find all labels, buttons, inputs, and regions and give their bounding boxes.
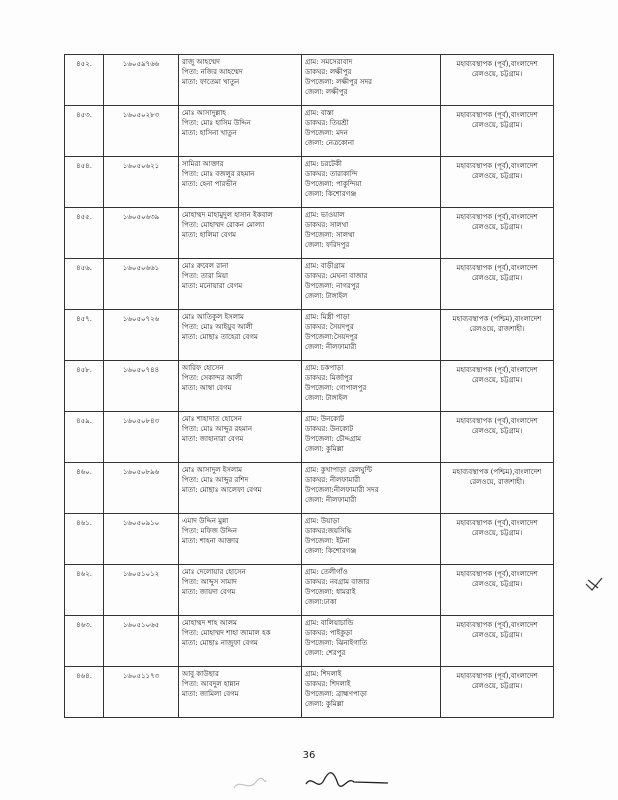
mother-name: মাতা: হেনা পারভীন (182, 180, 237, 188)
serial-cell (65, 361, 104, 412)
post-office: ডাকঘর: মির্জাপুর (305, 374, 353, 382)
roll-number: ১৬০৫১০১২ (122, 570, 160, 578)
serial-cell (65, 412, 104, 463)
serial-number: ৪৬০. (76, 468, 92, 476)
office-line-1: মহাব্যবস্থাপক (পূর্ব),বাংলাদেশ (456, 213, 538, 221)
office-line-1: মহাব্যবস্থাপক (পূর্ব),বাংলাদেশ (456, 111, 538, 119)
office-line-2: রেলওয়ে, চট্টগ্রাম। (471, 580, 523, 588)
mother-name: মাতা: আম্বা বেগম (182, 384, 232, 392)
post-office: ডাকঘর: সৈয়দপুর (305, 323, 354, 331)
district: জেলা: ফরিদপুর (305, 241, 350, 249)
upazila: উপজেলা: ধামরাই (305, 588, 356, 596)
post-office: ডাকঘর: সালথা (305, 221, 349, 229)
village: গ্রাম: মিস্ত্রী পাড়া (305, 313, 350, 321)
roll-number: ১৬০৫০৮৯৬ (122, 468, 160, 476)
office-line-2: রেলওয়ে, চট্টগ্রাম। (471, 682, 523, 690)
village: গ্রাম: কুখাপাড়া রেলঘুন্টি (305, 466, 373, 474)
roll-cell (104, 361, 179, 412)
district: জেলা: নীলফামারী (305, 496, 357, 504)
candidate-table-body (65, 55, 554, 718)
roll-cell (104, 616, 179, 667)
office-cell (441, 310, 554, 361)
office-line-1: মহাব্যবস্থাপক (পূর্ব),বাংলাদেশ (456, 519, 538, 527)
candidate-name: রাজু আহম্মেদ (182, 58, 220, 66)
address-cell (302, 157, 441, 208)
father-name: পিতা: মোঃ আব্দুর রহমান (182, 425, 253, 433)
district: জেলা: শেরপুর (305, 649, 346, 657)
name-cell (179, 412, 302, 463)
upazila: উপজেলা: ঝিনাইগাতি (305, 639, 368, 647)
office-line-2: রেলওয়ে, রাজশাহী। (469, 325, 525, 333)
district: জেলা: কুমিল্লা (305, 445, 344, 453)
table-row (65, 514, 554, 565)
table-row (65, 667, 554, 718)
mother-name: মাতা: ফাতেমা খাতুন (182, 78, 240, 86)
page-number: 36 (302, 750, 316, 761)
father-name: পিতা: মোঃ হাসিম উদ্দিন (182, 119, 251, 127)
district: জেলা: কিশোরগঞ্জ (305, 190, 357, 198)
roll-number: ১৬০৫০৬২১ (122, 162, 160, 170)
handwritten-mark (584, 576, 604, 592)
name-cell (179, 361, 302, 412)
district: জেলা: নেত্রকোনা (305, 139, 355, 147)
roll-number: ১৬০৫০৭৪৪ (122, 366, 160, 374)
roll-cell (104, 157, 179, 208)
upazila: উপজেলা:সৈয়দপুর (305, 333, 358, 341)
address-cell (302, 361, 441, 412)
father-name: পিতা: মফিজ উদ্দিন (182, 527, 237, 535)
table-row (65, 106, 554, 157)
mother-name: মাতা: মোছাঃ আলেফা বেগম (182, 486, 262, 494)
office-line-2: রেলওয়ে, চট্টগ্রাম। (471, 427, 523, 435)
office-cell (441, 565, 554, 616)
candidate-name: মোহাম্মদ শাহ আলম (182, 619, 237, 627)
village: গ্রাম: উয়াড়া (305, 517, 340, 525)
village: গ্রাম: উনকোট (305, 415, 344, 423)
office-line-2: রেলওয়ে, চট্টগ্রাম। (471, 70, 523, 78)
roll-cell (104, 208, 179, 259)
candidate-name: মোঃ শাহাদাত হোসেন (182, 415, 242, 423)
district: জেলা: টাঙ্গাইল (305, 394, 348, 402)
office-cell (441, 208, 554, 259)
serial-cell (65, 55, 104, 106)
serial-cell (65, 565, 104, 616)
post-office: ডাকঘর: তিয়শ্রী (305, 119, 349, 127)
post-office: ডাকঘর: পাইকুড়া (305, 629, 353, 637)
roll-cell (104, 106, 179, 157)
father-name: পিতা: মোঃ আব্দুর রশিদ (182, 476, 249, 484)
candidate-table (64, 54, 554, 718)
office-line-2: রেলওয়ে, চট্টগ্রাম। (471, 223, 523, 231)
serial-cell (65, 616, 104, 667)
table-row (65, 55, 554, 106)
name-cell (179, 106, 302, 157)
roll-cell (104, 514, 179, 565)
office-cell (441, 667, 554, 718)
address-cell (302, 259, 441, 310)
candidate-name: মোঃ দেলোয়ার হোসেন (182, 568, 246, 576)
father-name: পিতা: নজির আহম্মেদ (182, 68, 243, 76)
post-office: ডাকঘর: উনকোট (305, 425, 354, 433)
village: গ্রাম: শিদলাই (305, 670, 342, 678)
serial-number: ৪৫৬. (76, 264, 92, 272)
roll-cell (104, 259, 179, 310)
post-office: ডাকঘর: তারাকান্দি (305, 170, 358, 178)
serial-number: ৪৬৪. (76, 672, 92, 680)
upazila: উপজেলা: পাকুন্দিয়া (305, 180, 362, 188)
address-cell (302, 208, 441, 259)
roll-cell (104, 412, 179, 463)
serial-number: ৪৬৩. (76, 621, 92, 629)
office-line-1: মহাব্যবস্থাপক (পূর্ব),বাংলাদেশ (456, 60, 538, 68)
serial-cell (65, 463, 104, 514)
upazila: উপজেলা: ইটনা (305, 537, 350, 545)
candidate-name: মোঃ রুবেল রানা (182, 262, 229, 270)
office-line-1: মহাব্যবস্থাপক (পশ্চিম),বাংলাদেশ (452, 468, 542, 476)
upazila: উপজেলা: গোপালপুর (305, 384, 367, 392)
address-cell (302, 55, 441, 106)
office-cell (441, 514, 554, 565)
father-name: পিতা: আব্দুস সামাদ (182, 578, 237, 586)
village: গ্রাম: চকপাড়া (305, 364, 344, 372)
district: জেলা: নীলফামারী (305, 343, 357, 351)
father-name: পিতা: মোহাম্মদ রোকন মোল্যা (182, 221, 265, 229)
address-cell (302, 667, 441, 718)
office-cell (441, 361, 554, 412)
village: গ্রাম: বালিয়াচান্ডি (305, 619, 354, 627)
serial-number: ৪৫৩. (76, 111, 92, 119)
father-name: পিতা: মোহাম্মদ শাহা জামাল হক (182, 629, 271, 637)
post-office: ডাকঘর:জয়সিদ্ধি (305, 527, 352, 535)
office-line-1: মহাব্যবস্থাপক (পশ্চিম),বাংলাদেশ (452, 315, 542, 323)
serial-cell (65, 157, 104, 208)
office-line-1: মহাব্যবস্থাপক (পূর্ব),বাংলাদেশ (456, 672, 538, 680)
name-cell (179, 514, 302, 565)
office-line-2: রেলওয়ে, চট্টগ্রাম। (471, 376, 523, 384)
roll-number: ১৬০৫১১৭৩ (122, 672, 160, 680)
candidate-name: মোহাম্মদ মাহামুদুল হাসান ইকবাল (182, 211, 273, 219)
upazila: উপজেলা: নাগরপুর (305, 282, 360, 290)
address-cell (302, 310, 441, 361)
post-office: ডাকঘর: মেঘনা বাজার (305, 272, 368, 280)
office-line-1: মহাব্যবস্থাপক (পূর্ব),বাংলাদেশ (456, 417, 538, 425)
office-cell (441, 412, 554, 463)
upazila: উপজেলা: সালথা (305, 231, 355, 239)
post-office: ডাকঘর: শিদলাই (305, 680, 351, 688)
father-name: পিতা: মোঃ বজলুর রহমান (182, 170, 255, 178)
office-line-2: রেলওয়ে, চট্টগ্রাম। (471, 631, 523, 639)
roll-cell (104, 310, 179, 361)
candidate-name: আবু কাউছার (182, 670, 219, 678)
upazila: উপজেলা: চৌদ্দগ্রাম (305, 435, 362, 443)
serial-cell (65, 259, 104, 310)
village: গ্রাম: বাড়ীগ্রাম (305, 262, 345, 270)
office-line-1: মহাব্যবস্থাপক (পূর্ব),বাংলাদেশ (456, 570, 538, 578)
office-cell (441, 616, 554, 667)
address-cell (302, 463, 441, 514)
father-name: পিতা: আবদুল হান্নান (182, 680, 240, 688)
father-name: পিতা: মোঃ আইয়ুব আলী (182, 323, 253, 331)
name-cell (179, 259, 302, 310)
office-cell (441, 259, 554, 310)
roll-cell (104, 565, 179, 616)
serial-number: ৪৫৭. (76, 315, 92, 323)
office-line-2: রেলওয়ে, চট্টগ্রাম। (471, 172, 523, 180)
name-cell (179, 157, 302, 208)
serial-number: ৪৫৮. (76, 366, 92, 374)
candidate-name: আরিফ হোসেন (182, 364, 224, 372)
mother-name: মাতা: মনোয়ারা বেগম (182, 282, 243, 290)
upazila: উপজেলা: লক্ষীপুর সদর (305, 78, 372, 86)
roll-number: ১৬০৫০৭২৬ (122, 315, 160, 323)
post-office: ডাকঘর: নীলফামারী (305, 476, 361, 484)
serial-number: ৪৫৪. (76, 162, 92, 170)
address-cell (302, 412, 441, 463)
name-cell (179, 667, 302, 718)
office-cell (441, 55, 554, 106)
roll-number: ১৬০৫০৯১০ (122, 519, 160, 527)
candidate-name: মোঃ আতিকুল ইসলাম (182, 313, 244, 321)
office-cell (441, 106, 554, 157)
address-cell (302, 565, 441, 616)
post-office: ডাকঘর: নবগ্রাম বাজার (305, 578, 370, 586)
office-line-1: মহাব্যবস্থাপক (পূর্ব),বাংলাদেশ (456, 264, 538, 272)
address-cell (302, 514, 441, 565)
serial-number: ৪৫২. (76, 60, 92, 68)
name-cell (179, 463, 302, 514)
table-row (65, 463, 554, 514)
roll-number: ১৬০৫৯৭৬৬ (122, 60, 160, 68)
signature (302, 766, 392, 796)
mother-name: মাতা: শাহনা আক্তার (182, 537, 239, 545)
table-row (65, 310, 554, 361)
roll-number: ১৬০৫০৬৬১ (122, 264, 160, 272)
roll-number: ১৬০৫১০৬৫ (122, 621, 160, 629)
mother-name: মাতা: হাসিনা খাতুন (182, 129, 237, 137)
office-line-2: রেলওয়ে, চট্টগ্রাম। (471, 529, 523, 537)
mother-name: মাতা: জায়দা বেগম (182, 588, 236, 596)
candidate-name: সামিরা আক্তার (182, 160, 224, 168)
address-cell (302, 616, 441, 667)
candidate-name: মোঃ আসাদুল ইসলাম (182, 466, 243, 474)
district: জেলা: লক্ষীপুর (305, 88, 348, 96)
mother-name: মাতা: হালিমা বেগম (182, 231, 237, 239)
village: গ্রাম: বাস্তা (305, 109, 334, 117)
serial-number: ৪৫৯. (76, 417, 92, 425)
candidate-name: এমাদ উদ্দিন মুন্না (182, 517, 229, 525)
village: গ্রাম: তেলীগাঁও (305, 568, 348, 576)
office-line-1: মহাব্যবস্থাপক (পূর্ব),বাংলাদেশ (456, 621, 538, 629)
office-line-2: রেলওয়ে, চট্টগ্রাম। (471, 121, 523, 129)
serial-number: ৪৬১. (76, 519, 92, 527)
serial-cell (65, 667, 104, 718)
table-row (65, 565, 554, 616)
upazila: উপজেলা:নীলফামারী সদর (305, 486, 379, 494)
mother-name: মাতা: জাহানারা বেগম (182, 435, 244, 443)
office-line-1: মহাব্যবস্থাপক (পূর্ব),বাংলাদেশ (456, 366, 538, 374)
mother-name: মাতা: মোছাঃ নাজুফা বেগম (182, 639, 258, 647)
table-row (65, 208, 554, 259)
upazila: উপজেলা: মদন (305, 129, 348, 137)
village: গ্রাম: চরটেকী (305, 160, 342, 168)
district: জেলা: কিশোরগঞ্জ (305, 547, 357, 555)
name-cell (179, 310, 302, 361)
serial-cell (65, 514, 104, 565)
office-line-2: রেলওয়ে, চট্টগ্রাম। (471, 274, 523, 282)
roll-cell (104, 55, 179, 106)
district: জেলা: টাঙ্গাইল (305, 292, 348, 300)
office-cell (441, 463, 554, 514)
scan-smudge (230, 772, 270, 796)
name-cell (179, 565, 302, 616)
post-office: ডাকঘর: লক্ষীপুর (305, 68, 352, 76)
name-cell (179, 616, 302, 667)
table-row (65, 157, 554, 208)
upazila: উপজেলা: ব্রাহ্মণপাড়া (305, 690, 367, 698)
table-row (65, 361, 554, 412)
father-name: পিতা: সেকান্দর আলী (182, 374, 243, 382)
roll-cell (104, 463, 179, 514)
village: গ্রাম: ভাওয়াল (305, 211, 345, 219)
roll-cell (104, 667, 179, 718)
candidate-name: মোঃ আসাদুল্লাহ (182, 109, 226, 117)
office-line-2: রেলওয়ে, রাজশাহী। (469, 478, 525, 486)
mother-name: মাতা: জামিলা বেগম (182, 690, 239, 698)
table-row (65, 412, 554, 463)
mother-name: মাতা: মোছাঃ তাহেরা বেগম (182, 333, 258, 341)
serial-number: ৪৬২. (76, 570, 92, 578)
district: জেলা: কুমিল্লা (305, 700, 344, 708)
serial-cell (65, 106, 104, 157)
name-cell (179, 208, 302, 259)
village: গ্রাম: সমসেরাবাদ (305, 58, 353, 66)
name-cell (179, 55, 302, 106)
district: জেলা:ঢাকা (305, 598, 337, 606)
serial-number: ৪৫৫. (76, 213, 92, 221)
serial-cell (65, 208, 104, 259)
roll-number: ১৬০৫০৬৩৯ (122, 213, 160, 221)
address-cell (302, 106, 441, 157)
roll-number: ১৬০৫০২৮৩ (122, 111, 160, 119)
office-cell (441, 157, 554, 208)
serial-cell (65, 310, 104, 361)
table-row (65, 259, 554, 310)
roll-number: ১৬০৫০৮৪৩ (122, 417, 160, 425)
office-line-1: মহাব্যবস্থাপক (পূর্ব),বাংলাদেশ (456, 162, 538, 170)
father-name: পিতা: তারা মিয়া (182, 272, 229, 280)
table-row (65, 616, 554, 667)
